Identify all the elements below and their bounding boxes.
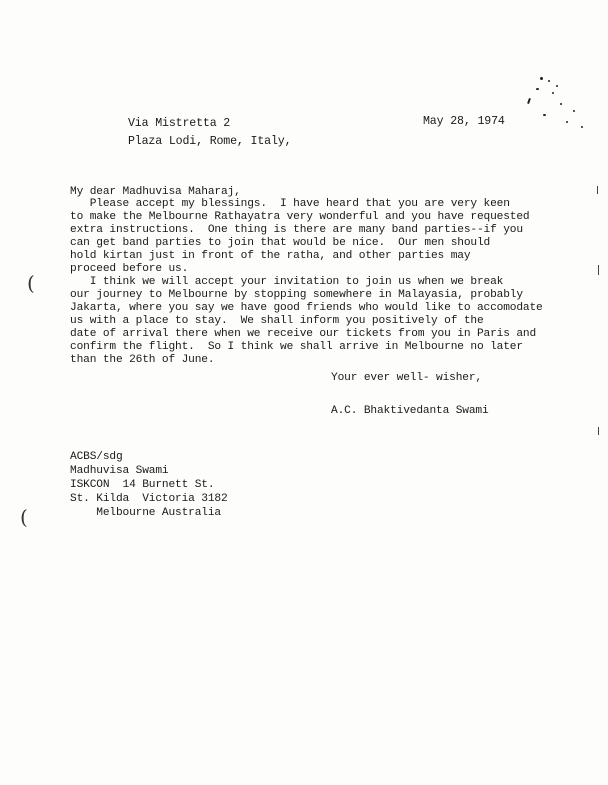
- sender-address-line1: Via Mistretta 2: [128, 117, 231, 130]
- body-line: hold kirtan just in front of the ratha, and other parties may: [70, 250, 471, 262]
- scan-edge-mark: [597, 186, 598, 194]
- body-line: I think we will accept your invitation to join us when we break: [70, 276, 504, 288]
- scan-edge-mark: [598, 265, 599, 275]
- recipient-line: Melbourne Australia: [70, 507, 221, 519]
- body-line: can get band parties to join that would be nice. Our men should: [70, 237, 491, 249]
- letter-date: May 28, 1974: [423, 115, 505, 128]
- body-line: us with a place to stay. We shall inform you positively of the: [70, 315, 484, 327]
- scan-bracket-mark: (: [27, 271, 35, 295]
- recipient-line: St. Kilda Victoria 3182: [70, 493, 228, 505]
- sender-address-line2: Plaza Lodi, Rome, Italy,: [128, 135, 292, 148]
- body-line: Jakarta, where you say we have good friends who would like to accomodate: [70, 302, 543, 314]
- body-line: extra instructions. One thing is there are many band parties--if you: [70, 224, 523, 236]
- body-line: our journey to Melbourne by stopping somewhere in Malayasia, probably: [70, 289, 523, 301]
- body-line: date of arrival there when we receive our tickets from you in Paris and: [70, 328, 537, 340]
- body-line: Please accept my blessings. I have heard that you are very keen: [70, 198, 510, 210]
- closing: Your ever well- wisher,: [331, 372, 482, 384]
- reference-initials: ACBS/sdg: [70, 451, 123, 463]
- salutation: My dear Madhuvisa Maharaj,: [70, 186, 241, 198]
- signature: A.C. Bhaktivedanta Swami: [331, 405, 489, 417]
- recipient-line: Madhuvisa Swami: [70, 465, 169, 477]
- body-line: than the 26th of June.: [70, 354, 215, 366]
- scan-bracket-mark: (: [20, 505, 28, 529]
- body-line: confirm the flight. So I think we shall arrive in Melbourne no later: [70, 341, 523, 353]
- body-line: proceed before us.: [70, 263, 189, 275]
- scan-edge-mark: [598, 427, 599, 435]
- recipient-line: ISKCON 14 Burnett St.: [70, 479, 215, 491]
- body-line: to make the Melbourne Rathayatra very wonderful and you have requested: [70, 211, 530, 223]
